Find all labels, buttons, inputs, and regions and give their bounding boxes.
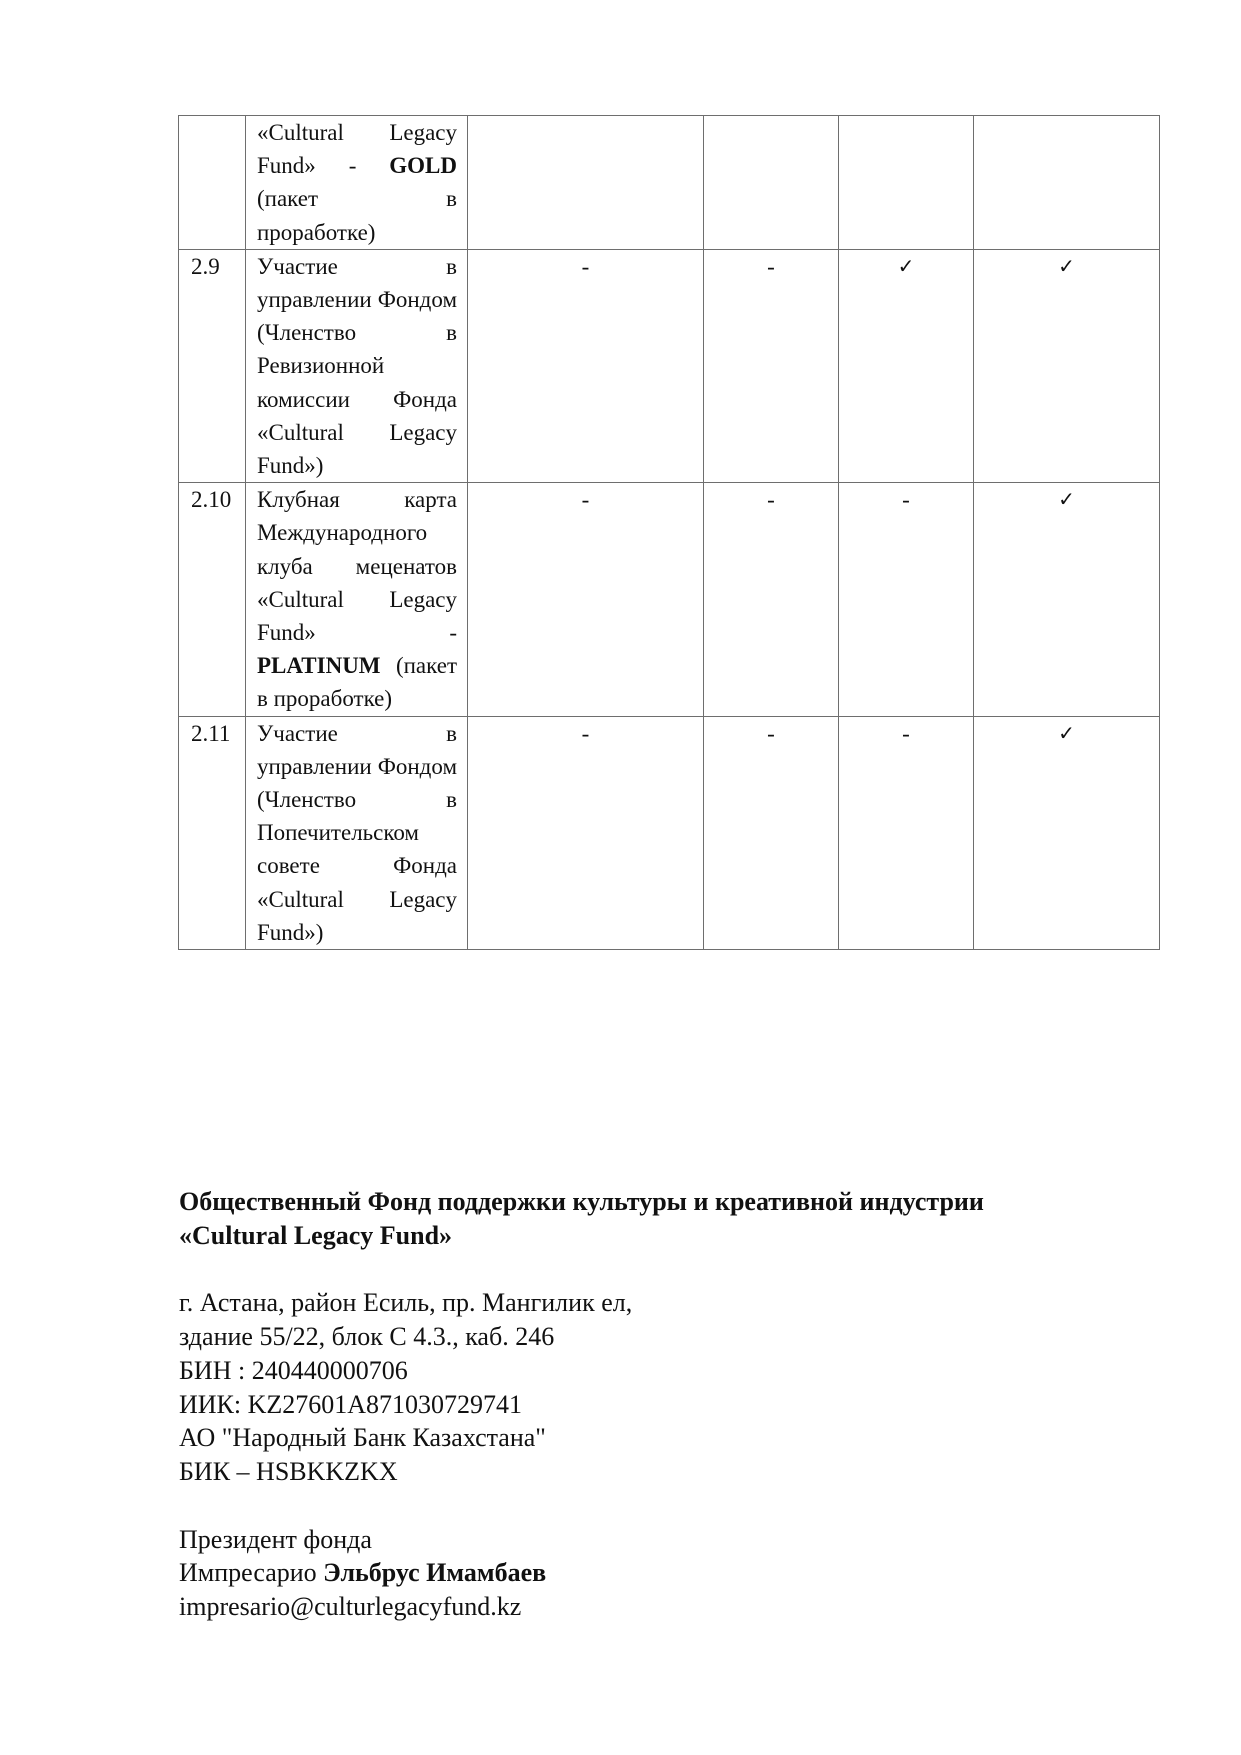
row-number-cell: [179, 116, 246, 250]
table-row: [179, 483, 1160, 716]
package-cell-1: [468, 483, 704, 716]
table-row: [179, 716, 1160, 949]
description-part: (пакет в проработке): [257, 186, 457, 245]
table-row: [179, 116, 1160, 250]
bik-code: БИК – HSBKKZKX: [179, 1456, 398, 1486]
signatory-title: Импресарио: [179, 1558, 324, 1588]
row-number-cell: [179, 716, 246, 949]
package-cell-2: [704, 249, 839, 482]
package-cell-1: [468, 116, 704, 250]
dash-mark: -: [767, 253, 775, 279]
package-cell-3: [839, 116, 974, 250]
organization-details: [179, 1185, 1079, 1624]
contact-email: impresario@culturlegacyfund.kz: [179, 1592, 522, 1622]
package-cell-2: [704, 116, 839, 250]
row-description: [246, 250, 467, 482]
description-part: Участие в управлении Фондом (Членство в Ревизионной комиссии Фонда «Cultural Legacy Fund»): [257, 253, 457, 479]
checkmark-icon: ✓: [1058, 253, 1075, 278]
row-description-cell: [246, 483, 468, 716]
row-number-cell: [179, 249, 246, 482]
row-number-cell: [179, 483, 246, 716]
row-description: [246, 483, 467, 715]
package-cell-1: [468, 249, 704, 482]
address-line-2: здание 55/22, блок С 4.3., каб. 246: [179, 1322, 555, 1352]
dash-mark: -: [767, 720, 775, 746]
dash-mark: -: [767, 487, 775, 513]
address-line-1: г. Астана, район Есиль, пр. Мангилик ел,: [179, 1288, 633, 1318]
dash-mark: -: [581, 487, 590, 513]
dash-mark: -: [581, 720, 590, 746]
iik-number: ИИК: KZ27601A871030729741: [179, 1389, 523, 1419]
package-cell-4: [974, 116, 1160, 250]
row-description-cell: [246, 716, 468, 949]
signatory-name-line: [179, 1556, 1079, 1590]
row-description-cell: [246, 249, 468, 482]
signatory-name: Эльбрус Имамбаев: [323, 1558, 547, 1588]
package-cell-3: [839, 483, 974, 716]
description-part: «Cultural Legacy Fund» -: [257, 120, 457, 179]
row-description-cell: [246, 116, 468, 250]
package-cell-2: [704, 483, 839, 716]
signatory-position: Президент фонда: [179, 1524, 372, 1554]
description-part: (пакет в проработке): [257, 653, 457, 712]
checkmark-icon: ✓: [897, 253, 915, 278]
package-cell-3: [839, 249, 974, 482]
dash-mark: -: [902, 487, 910, 513]
description-part: Клубная карта Международного клуба меценатов «Cultural Legacy Fund» -: [257, 487, 457, 646]
package-cell-1: [468, 716, 704, 949]
row-number: 2.9: [191, 253, 220, 279]
organization-name: Общественный Фонд поддержки культуры и креативной индустрии «Cultural Legacy Fund»: [179, 1187, 984, 1250]
table-row: [179, 249, 1160, 482]
package-cell-2: [704, 716, 839, 949]
bin-number: БИН : 240440000706: [179, 1355, 408, 1385]
bank-name: АО "Народный Банк Казахстана": [179, 1423, 546, 1453]
row-number: 2.11: [191, 720, 231, 746]
package-cell-4: [974, 483, 1160, 716]
description-bold-part: GOLD: [389, 153, 457, 179]
description-part: Участие в управлении Фондом (Членство в Попечительском совете Фонда «Cultural Legacy Fund»): [257, 720, 457, 945]
dash-mark: -: [902, 720, 910, 746]
benefits-table: [178, 115, 1160, 950]
checkmark-icon: ✓: [1058, 720, 1075, 745]
row-description: [246, 116, 467, 249]
package-cell-3: [839, 716, 974, 949]
package-cell-4: [974, 716, 1160, 949]
description-bold-part: PLATINUM: [257, 653, 381, 679]
dash-mark: -: [581, 253, 590, 279]
row-number: 2.10: [191, 487, 232, 513]
checkmark-icon: ✓: [1058, 487, 1075, 512]
package-cell-4: [974, 249, 1160, 482]
table-body: [179, 116, 1160, 950]
row-description: [246, 717, 467, 949]
